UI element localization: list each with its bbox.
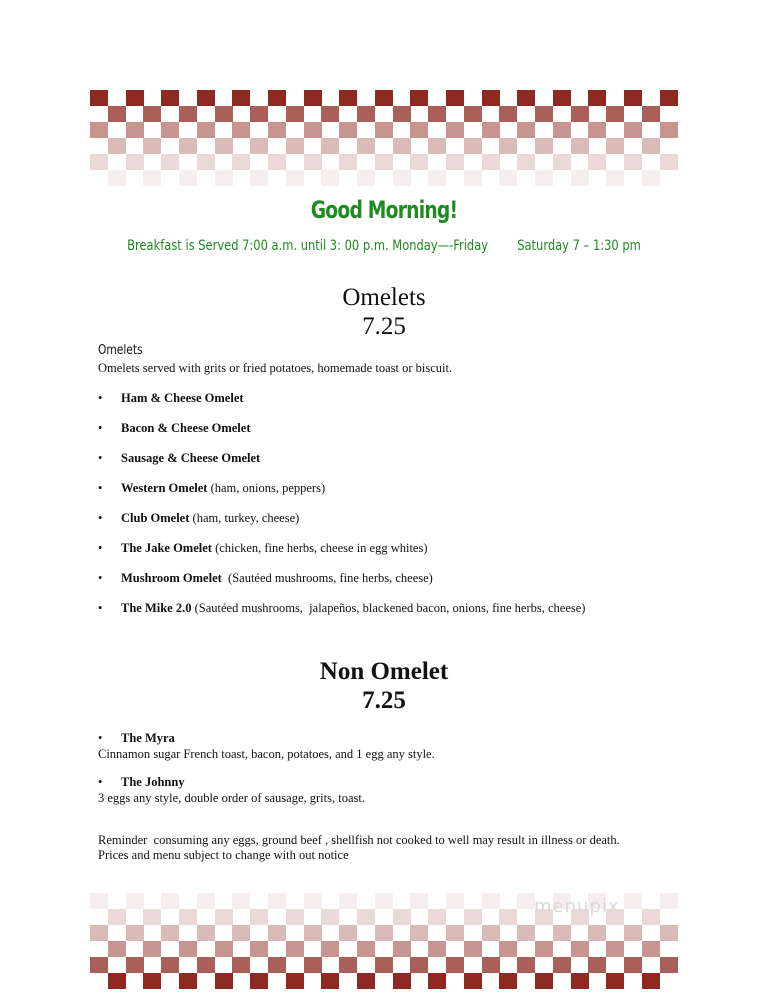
checker-square	[375, 925, 393, 941]
checker-square	[428, 170, 446, 186]
bullet-icon: •	[98, 775, 103, 789]
checker-square	[624, 893, 642, 909]
checker-square	[357, 106, 375, 122]
checker-square	[482, 925, 500, 941]
checker-square	[642, 941, 660, 957]
omelets-intro: Omelets served with grits or fried potatoes, homemade toast or biscuit.	[98, 361, 453, 375]
checker-square	[571, 138, 589, 154]
checker-square	[428, 106, 446, 122]
checker-square	[624, 90, 642, 106]
checker-square	[143, 941, 161, 957]
checker-square	[143, 973, 161, 989]
checker-square	[517, 893, 535, 909]
checker-square	[108, 973, 126, 989]
checker-square	[517, 925, 535, 941]
checker-square	[535, 973, 553, 989]
checker-square	[304, 154, 322, 170]
checker-square	[571, 973, 589, 989]
checker-square	[179, 909, 197, 925]
checker-square	[571, 106, 589, 122]
checker-square	[161, 90, 179, 106]
checker-square	[393, 170, 411, 186]
checker-square	[126, 925, 144, 941]
checker-square	[286, 170, 304, 186]
item-name: The Myra	[121, 731, 175, 745]
bullet-icon: •	[98, 571, 103, 585]
omelets-section-title	[0, 283, 768, 341]
checker-row	[90, 941, 680, 957]
non-omelet-price: 7.25	[362, 687, 406, 714]
checker-square	[232, 893, 250, 909]
checker-square	[624, 122, 642, 138]
omelets-price: 7.25	[362, 313, 406, 340]
checker-square	[660, 925, 678, 941]
checker-square	[250, 909, 268, 925]
checker-square	[517, 957, 535, 973]
checker-square	[161, 154, 179, 170]
non-omelet-title: Non Omelet	[319, 658, 449, 685]
checker-row	[90, 973, 680, 989]
checker-square	[553, 154, 571, 170]
checker-square	[375, 154, 393, 170]
item-name: Bacon & Cheese Omelet	[121, 421, 251, 435]
checker-square	[339, 122, 357, 138]
omelet-list	[98, 391, 585, 631]
checker-square	[321, 909, 339, 925]
checker-square	[90, 154, 108, 170]
checker-square	[197, 925, 215, 941]
checker-square	[428, 941, 446, 957]
checker-square	[642, 138, 660, 154]
checker-square	[464, 138, 482, 154]
checker-square	[588, 122, 606, 138]
checker-square	[588, 90, 606, 106]
item-name: The Mike 2.0	[121, 601, 192, 615]
checker-square	[321, 973, 339, 989]
checker-square	[393, 973, 411, 989]
checker-square	[268, 925, 286, 941]
checker-square	[304, 925, 322, 941]
checker-square	[428, 973, 446, 989]
item-name: Club Omelet	[121, 511, 190, 525]
checker-square	[108, 106, 126, 122]
menu-item-johnny	[98, 775, 365, 806]
item-name: The Jake Omelet	[121, 541, 212, 555]
checker-square	[143, 909, 161, 925]
checker-square	[126, 154, 144, 170]
checker-square	[624, 925, 642, 941]
list-item	[98, 421, 585, 451]
checker-square	[215, 941, 233, 957]
bullet-icon: •	[98, 511, 103, 525]
checker-square	[393, 138, 411, 154]
checker-square	[321, 106, 339, 122]
checker-square	[126, 90, 144, 106]
checker-square	[179, 973, 197, 989]
checker-square	[161, 957, 179, 973]
bullet-icon: •	[98, 481, 103, 495]
item-desc: (Sautéed mushrooms, jalapeños, blackened bacon, onions, fine herbs, cheese)	[191, 601, 586, 615]
checker-square	[339, 925, 357, 941]
bullet-icon: •	[98, 451, 103, 465]
checker-square	[446, 90, 464, 106]
checker-square	[464, 106, 482, 122]
checker-square	[321, 170, 339, 186]
checkered-border-top	[90, 90, 680, 186]
checker-square	[232, 925, 250, 941]
checker-square	[250, 106, 268, 122]
item-desc: (Sautéed mushrooms, fine herbs, cheese)	[221, 571, 433, 585]
checker-row	[90, 154, 680, 170]
item-name: Western Omelet	[121, 481, 208, 495]
checker-square	[410, 893, 428, 909]
checker-square	[357, 909, 375, 925]
checker-square	[108, 170, 126, 186]
checker-square	[446, 925, 464, 941]
omelets-subhead: Omelets	[98, 343, 143, 358]
checker-square	[517, 154, 535, 170]
checker-square	[321, 138, 339, 154]
checker-square	[446, 957, 464, 973]
checker-square	[571, 170, 589, 186]
checker-square	[410, 122, 428, 138]
checker-square	[660, 154, 678, 170]
checker-square	[339, 893, 357, 909]
checker-square	[393, 106, 411, 122]
checker-square	[286, 138, 304, 154]
checker-square	[606, 106, 624, 122]
checker-square	[660, 893, 678, 909]
item-desc: Cinnamon sugar French toast, bacon, potatoes, and 1 egg any style.	[98, 747, 435, 761]
checker-square	[197, 957, 215, 973]
checker-square	[464, 941, 482, 957]
checker-square	[624, 957, 642, 973]
checker-square	[339, 957, 357, 973]
checker-square	[375, 893, 393, 909]
checker-row	[90, 138, 680, 154]
checker-square	[268, 154, 286, 170]
checker-square	[410, 957, 428, 973]
item-name: The Johnny	[121, 775, 185, 789]
checker-square	[108, 138, 126, 154]
checker-row	[90, 925, 680, 941]
checker-square	[482, 90, 500, 106]
checker-row	[90, 90, 680, 106]
checker-square	[143, 106, 161, 122]
checker-square	[553, 122, 571, 138]
checker-square	[482, 893, 500, 909]
checker-square	[553, 957, 571, 973]
checker-square	[642, 973, 660, 989]
checker-square	[250, 973, 268, 989]
checker-square	[339, 154, 357, 170]
checker-square	[268, 122, 286, 138]
item-desc: (ham, onions, peppers)	[207, 481, 326, 495]
list-item	[98, 511, 585, 541]
checker-row	[90, 122, 680, 138]
checker-row	[90, 957, 680, 973]
item-name: Sausage & Cheese Omelet	[121, 451, 261, 465]
checker-square	[215, 170, 233, 186]
checker-square	[90, 893, 108, 909]
checker-square	[535, 170, 553, 186]
checker-square	[126, 957, 144, 973]
checker-square	[393, 941, 411, 957]
bullet-icon: •	[98, 421, 103, 435]
checker-square	[90, 90, 108, 106]
checker-square	[642, 909, 660, 925]
checker-square	[268, 957, 286, 973]
checker-square	[197, 154, 215, 170]
omelets-title: Omelets	[342, 284, 426, 311]
checker-square	[446, 122, 464, 138]
checker-square	[357, 138, 375, 154]
checker-square	[588, 154, 606, 170]
list-item	[98, 601, 585, 631]
checker-square	[339, 90, 357, 106]
checker-square	[215, 106, 233, 122]
list-item	[98, 391, 585, 421]
hours-text: Breakfast is Served 7:00 a.m. until 3: 00 p.m. Monday—-Friday Saturday 7 – 1:30 pm	[127, 238, 641, 254]
bullet-icon: •	[98, 731, 103, 745]
checker-square	[499, 909, 517, 925]
reminder-note: Reminder consuming any eggs, ground beef , shellfish not cooked to well may result in illness or death.	[98, 833, 620, 847]
checker-square	[286, 106, 304, 122]
checker-square	[535, 941, 553, 957]
checker-square	[197, 122, 215, 138]
checker-square	[321, 941, 339, 957]
checker-square	[428, 138, 446, 154]
checker-square	[143, 170, 161, 186]
checker-square	[660, 957, 678, 973]
checker-square	[268, 893, 286, 909]
item-desc: (ham, turkey, cheese)	[189, 511, 300, 525]
checker-square	[642, 106, 660, 122]
checker-square	[357, 941, 375, 957]
checker-square	[464, 973, 482, 989]
checker-square	[588, 925, 606, 941]
checker-square	[553, 925, 571, 941]
checker-square	[499, 170, 517, 186]
checker-square	[606, 170, 624, 186]
checker-square	[446, 893, 464, 909]
watermark-logo: menupix	[534, 896, 620, 917]
item-name: Ham & Cheese Omelet	[121, 391, 244, 405]
checker-square	[179, 170, 197, 186]
checker-square	[286, 941, 304, 957]
checker-square	[108, 941, 126, 957]
checker-square	[215, 973, 233, 989]
checker-square	[499, 138, 517, 154]
checker-square	[304, 90, 322, 106]
checker-square	[286, 909, 304, 925]
non-omelet-section-title	[0, 657, 768, 715]
checker-square	[161, 893, 179, 909]
checker-square	[161, 122, 179, 138]
checker-square	[499, 941, 517, 957]
bullet-icon: •	[98, 391, 103, 405]
checker-square	[357, 170, 375, 186]
checker-square	[499, 106, 517, 122]
checker-square	[304, 893, 322, 909]
checker-square	[250, 138, 268, 154]
prices-note: Prices and menu subject to change with out notice	[98, 848, 349, 862]
checker-square	[232, 957, 250, 973]
item-desc: (chicken, fine herbs, cheese in egg whites)	[211, 541, 428, 555]
checker-square	[232, 122, 250, 138]
item-name: Mushroom Omelet	[121, 571, 222, 585]
checker-square	[250, 941, 268, 957]
checker-square	[179, 941, 197, 957]
checker-square	[464, 170, 482, 186]
checker-square	[410, 925, 428, 941]
checker-square	[286, 973, 304, 989]
checker-square	[90, 957, 108, 973]
checker-square	[215, 138, 233, 154]
checker-square	[482, 122, 500, 138]
checker-square	[482, 154, 500, 170]
checker-square	[90, 925, 108, 941]
checker-square	[179, 106, 197, 122]
checker-square	[624, 154, 642, 170]
checker-square	[606, 941, 624, 957]
checker-square	[215, 909, 233, 925]
checker-square	[535, 138, 553, 154]
checker-square	[410, 154, 428, 170]
checker-square	[179, 138, 197, 154]
checker-square	[304, 957, 322, 973]
list-item	[98, 481, 585, 511]
checker-square	[108, 909, 126, 925]
bullet-icon: •	[98, 601, 103, 615]
checker-square	[268, 90, 286, 106]
checker-square	[250, 170, 268, 186]
bullet-icon: •	[98, 541, 103, 555]
checker-square	[535, 106, 553, 122]
checker-square	[606, 973, 624, 989]
checker-square	[588, 957, 606, 973]
menu-item-myra	[98, 731, 435, 762]
checker-square	[357, 973, 375, 989]
greeting-heading: Good Morning!	[310, 196, 458, 224]
checker-square	[606, 138, 624, 154]
checker-square	[232, 154, 250, 170]
checker-square	[126, 893, 144, 909]
checker-square	[375, 90, 393, 106]
list-item	[98, 541, 585, 571]
list-item	[98, 451, 585, 481]
checker-square	[660, 122, 678, 138]
checker-row	[90, 170, 680, 186]
checker-square	[642, 170, 660, 186]
checker-square	[517, 122, 535, 138]
item-desc: 3 eggs any style, double order of sausage, grits, toast.	[98, 791, 365, 805]
checker-square	[410, 90, 428, 106]
checker-square	[197, 893, 215, 909]
checker-square	[571, 941, 589, 957]
checker-square	[126, 122, 144, 138]
checker-square	[517, 90, 535, 106]
checker-square	[428, 909, 446, 925]
checker-square	[90, 122, 108, 138]
checker-square	[393, 909, 411, 925]
checker-square	[464, 909, 482, 925]
checker-square	[553, 90, 571, 106]
checker-square	[143, 138, 161, 154]
checker-square	[232, 90, 250, 106]
checker-square	[197, 90, 215, 106]
list-item	[98, 571, 585, 601]
checker-square	[375, 957, 393, 973]
checker-square	[375, 122, 393, 138]
checker-square	[304, 122, 322, 138]
checker-square	[482, 957, 500, 973]
checker-row	[90, 106, 680, 122]
checker-square	[660, 90, 678, 106]
checker-square	[499, 973, 517, 989]
checker-square	[161, 925, 179, 941]
checker-square	[446, 154, 464, 170]
